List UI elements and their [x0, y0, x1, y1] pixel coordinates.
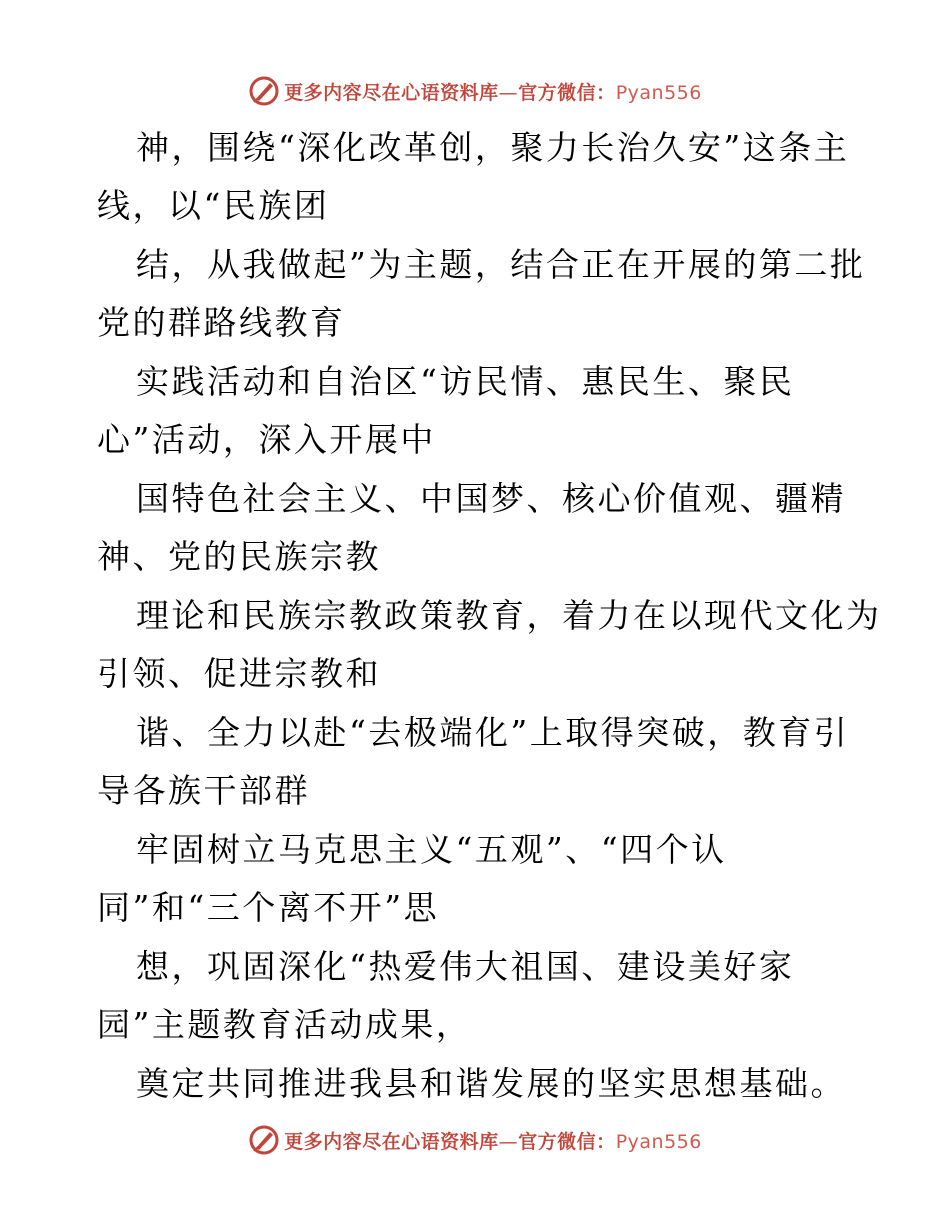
paragraph-line: 同”和“三个离不开”思	[97, 888, 440, 927]
paragraph-line: 导各族干部群	[97, 771, 310, 810]
paragraph-line: 党的群路线教育	[97, 303, 346, 342]
paragraph-line: 理论和民族宗教政策教育，着力在以现代文化为	[136, 596, 882, 635]
banner-contact-id: Pyan556	[615, 81, 702, 104]
paragraph-line: 园”主题教育活动成果，	[97, 1005, 472, 1044]
banner-contact-label: 官方微信：	[518, 81, 616, 104]
paragraph-line: 线，以“民族团	[97, 186, 330, 225]
paragraph-line: 引领、促进宗教和	[97, 654, 381, 693]
paragraph-line: 谐、全力以赴“去极端化”上取得突破，教育引	[136, 713, 850, 752]
paragraph-line: 牢固树立马克思主义“五观”、“四个认	[136, 830, 727, 869]
footer-banner	[0, 1120, 950, 1160]
paragraph-line: 神、党的民族宗教	[97, 537, 381, 576]
banner-title: 更多内容尽在心语资料库	[284, 81, 499, 104]
quill-logo-icon	[248, 1124, 280, 1156]
paragraph-line: 实践活动和自治区“访民情、惠民生、聚民	[136, 362, 795, 401]
banner-separator: —	[498, 81, 519, 104]
banner-title: 更多内容尽在心语资料库	[284, 1130, 499, 1153]
banner-separator: —	[498, 1130, 519, 1153]
paragraph-line: 结，从我做起”为主题，结合正在开展的第二批	[136, 245, 866, 284]
quill-logo-icon	[248, 75, 280, 107]
banner-contact-id: Pyan556	[615, 1130, 702, 1153]
paragraph-line: 国特色社会主义、中国梦、核心价值观、疆精	[136, 479, 846, 518]
paragraph-line: 神，围绕“深化改革创，聚力长治久安”这条主	[136, 128, 850, 167]
header-banner	[0, 71, 950, 111]
banner-contact-label: 官方微信：	[518, 1130, 616, 1153]
paragraph-line: 心”活动，深入开展中	[97, 420, 436, 459]
banner-text	[284, 1127, 702, 1154]
banner-text	[284, 78, 702, 105]
paragraph-line: 想，巩固深化“热爱伟大祖国、建设美好家	[136, 947, 795, 986]
paragraph-line: 奠定共同推进我县和谐发展的坚实思想基础。	[136, 1064, 846, 1103]
